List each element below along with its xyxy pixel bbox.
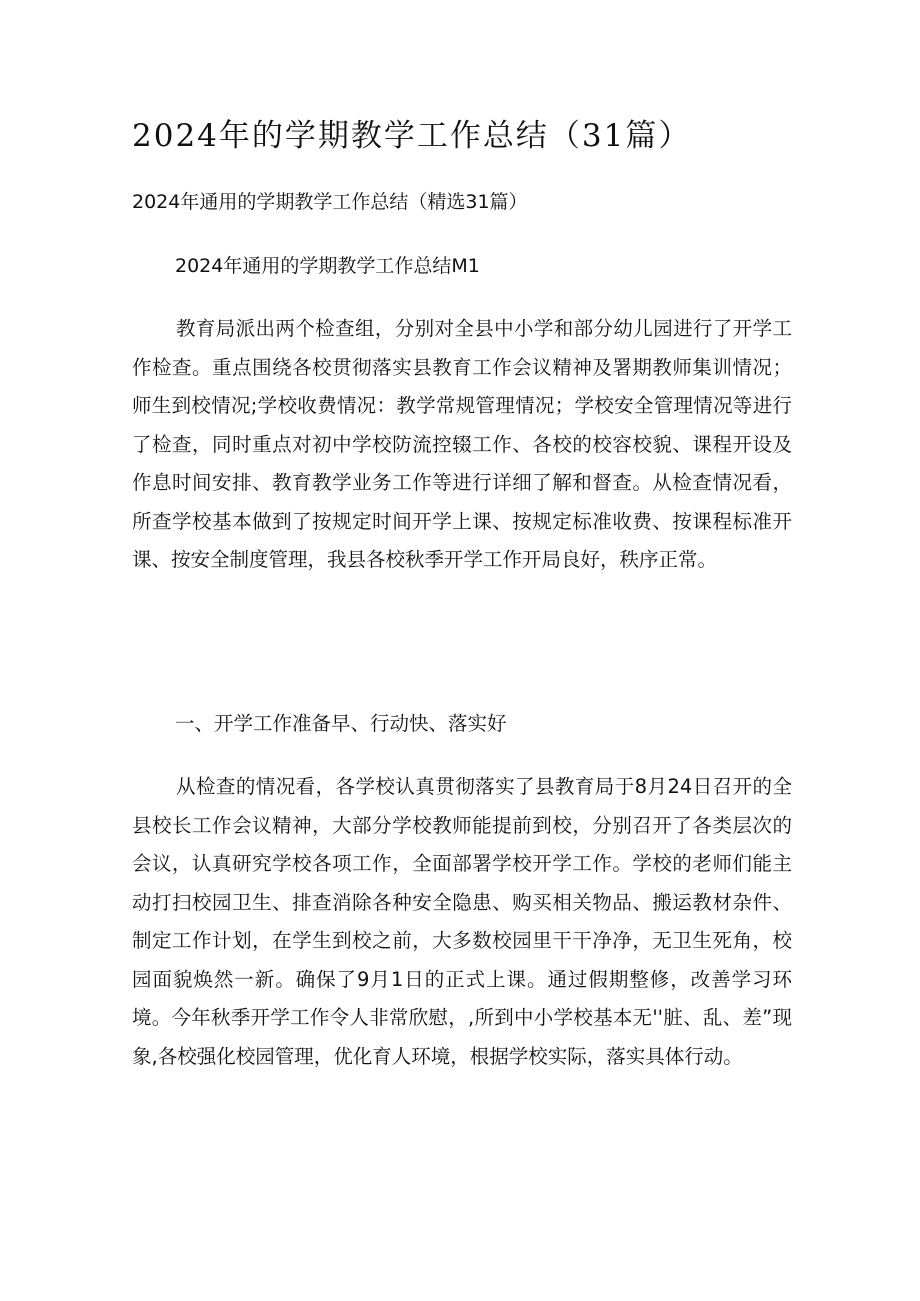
section-heading-one: 一、开学工作准备早、行动快、落实好 [175,712,507,735]
document-title: 2024年的学期教学工作总结（31篇） [132,118,692,154]
paragraph-inspection: 从检查的情况看，各学校认真贯彻落实了县教育局于8月24日召开的全县校长工作会议精神，大部分学校教师能提前到校，分别召开了各类层次的会议，认真研究学校各项工作，全面部署学校开学工作。学校的老师们能主动打扫校园卫生、排查消除各种安全隐患、购买相关物品、搬运教材杂件、制定工作计划，在学生到校之前，大多数校园里干干净净，无卫生死角，校园面貌焕然一新。确保了9月1日的正式上课。通过假期整修，改善学习环境。今年秋季开学工作令人非常欣慰，,所到中小学校基本无''脏、乱、差”现象,各校强化校园管理，优化育人环境，根据学校实际，落实具体行动。 [132,775,792,1068]
document-subtitle: 2024年通用的学期教学工作总结（精选31篇） [132,191,528,213]
section-title: 2024年通用的学期教学工作总结M1 [175,255,480,277]
paragraph-intro: 教育局派出两个检查组，分别对全县中小学和部分幼儿园进行了开学工作检查。重点围绕各校贯彻落实县教育工作会议精神及署期教师集训情况；师生到校情况;学校收费情况：教学常规管理情况；学校安全管理情况等进行了检查，同时重点对初中学校防流控辍工作、各校的校容校貌、课程开设及作息时间安排、教育教学业务工作等进行详细了解和督查。从检查情况看，所查学校基本做到了按规定时间开学上课、按规定标准收费、按课程标准开课、按安全制度管理，我县各校秋季开学工作开局良好，秩序正常。 [132,317,792,571]
